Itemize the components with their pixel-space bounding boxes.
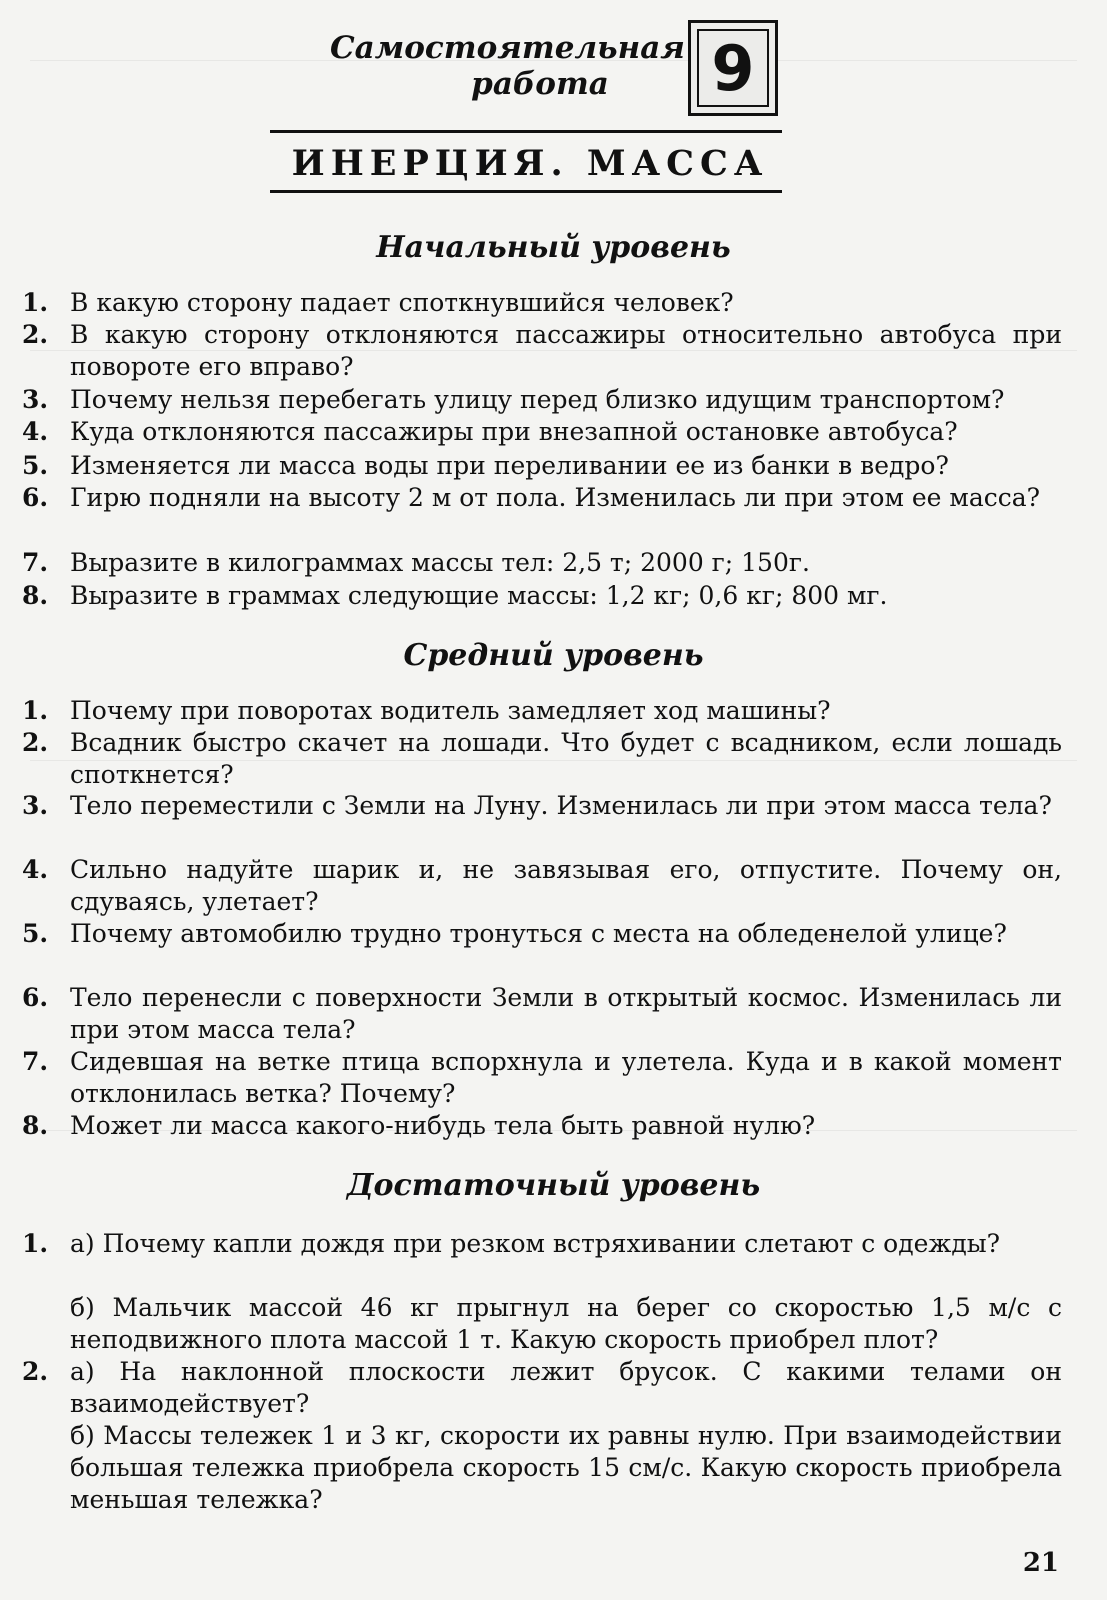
question-text: Сидевшая на ветке птица вспорхнула и улетела. Куда и в какой момент отклонилась ветка? Почему? — [70, 1047, 1062, 1108]
question-text: Сильно надуйте шарик и, не завязывая его, отпустите. Почему он, сдуваясь, улетает? — [70, 855, 1062, 916]
question-number: 6. — [22, 983, 49, 1012]
question-text: В какую сторону отклоняются пассажиры относительно автобуса при повороте его вправо? — [70, 320, 1062, 381]
question-number: 5. — [22, 919, 49, 948]
work-title-line1: Самостоятельная — [330, 30, 685, 66]
sufficient-question-2b: б) Массы тележек 1 и 3 кг, скорости их равны нулю. При взаимодействии большая тележка приобрела скорость 15 см/с. Какую скорость приобрела меньшая тележка? — [70, 1421, 1062, 1514]
work-title — [330, 30, 685, 102]
initial-question-8 — [22, 580, 1062, 612]
initial-question-1 — [22, 287, 1062, 319]
question-number: 4. — [22, 855, 49, 884]
work-number: 9 — [697, 29, 769, 107]
sufficient-question-1a — [22, 1228, 1062, 1260]
question-number: 2. — [22, 1357, 49, 1386]
initial-question-7 — [22, 547, 1062, 579]
middle-question-4 — [22, 854, 1062, 918]
initial-question-2 — [22, 319, 1062, 383]
middle-question-3 — [22, 790, 1062, 822]
initial-question-3 — [22, 384, 1062, 416]
question-text: Гирю подняли на высоту 2 м от пола. Изменилась ли при этом ее масса? — [70, 483, 1041, 512]
work-title-line2: работа — [471, 66, 609, 102]
initial-question-4 — [22, 416, 1062, 448]
question-text: Почему при поворотах водитель замедляет ход машины? — [70, 696, 831, 725]
question-number: 8. — [22, 1111, 49, 1140]
question-number: 7. — [22, 548, 49, 577]
section-title-sufficient: Достаточный уровень — [346, 1168, 761, 1203]
section-title-initial: Начальный уровень — [376, 230, 731, 265]
middle-question-8 — [22, 1110, 1062, 1142]
question-text: а) На наклонной плоскости лежит брусок. С какими телами он взаимодействует? — [70, 1357, 1062, 1418]
page-number: 21 — [1022, 1548, 1059, 1578]
bottom-rule — [270, 190, 782, 193]
question-number: 1. — [22, 288, 49, 317]
question-text: Выразите в граммах следующие массы: 1,2 кг; 0,6 кг; 800 мг. — [70, 581, 888, 610]
section-title-middle: Средний уровень — [403, 638, 704, 673]
question-number: 3. — [22, 791, 49, 820]
middle-question-5 — [22, 918, 1062, 950]
question-text: Выразите в килограммах массы тел: 2,5 т; 2000 г; 150г. — [70, 548, 810, 577]
question-text: а) Почему капли дождя при резком встряхивании слетают с одежды? — [70, 1229, 1001, 1258]
question-number: 1. — [22, 1229, 49, 1258]
middle-question-6 — [22, 982, 1062, 1046]
initial-question-5 — [22, 450, 1062, 482]
question-text: Почему нельзя перебегать улицу перед близко идущим транспортом? — [70, 385, 1005, 414]
question-text: Может ли масса какого-нибудь тела быть равной нулю? — [70, 1111, 816, 1140]
question-text: Куда отклоняются пассажиры при внезапной остановке автобуса? — [70, 417, 958, 446]
question-number: 2. — [22, 320, 49, 349]
sufficient-question-2a — [22, 1356, 1062, 1420]
question-text: Всадник быстро скачет на лошади. Что будет с всадником, если лошадь споткнется? — [70, 728, 1062, 789]
question-text: Почему автомобилю трудно тронуться с места на обледенелой улице? — [70, 919, 1007, 948]
question-text: Тело перенесли с поверхности Земли в открытый космос. Изменилась ли при этом масса тела? — [70, 983, 1062, 1044]
question-number: 2. — [22, 728, 49, 757]
question-number: 7. — [22, 1047, 49, 1076]
question-number: 6. — [22, 483, 49, 512]
question-number: 1. — [22, 696, 49, 725]
question-number: 4. — [22, 417, 49, 446]
question-text: Тело переместили с Земли на Луну. Изменилась ли при этом масса тела? — [70, 791, 1052, 820]
question-number: 5. — [22, 451, 49, 480]
initial-question-6 — [22, 482, 1062, 514]
question-text: В какую сторону падает споткнувшийся человек? — [70, 288, 734, 317]
top-rule — [270, 130, 782, 133]
middle-question-2 — [22, 727, 1062, 791]
sufficient-question-1b: б) Мальчик массой 46 кг прыгнул на берег со скоростью 1,5 м/с с неподвижного плота массой 1 т. Какую скорость приобрел плот? — [70, 1293, 1062, 1354]
middle-question-1 — [22, 695, 1062, 727]
question-number: 3. — [22, 385, 49, 414]
middle-question-7 — [22, 1046, 1062, 1110]
topic-title: ИНЕРЦИЯ. МАССА — [291, 143, 769, 184]
question-text: Изменяется ли масса воды при переливании ее из банки в ведро? — [70, 451, 949, 480]
question-number: 8. — [22, 581, 49, 610]
work-number-box — [688, 20, 778, 116]
